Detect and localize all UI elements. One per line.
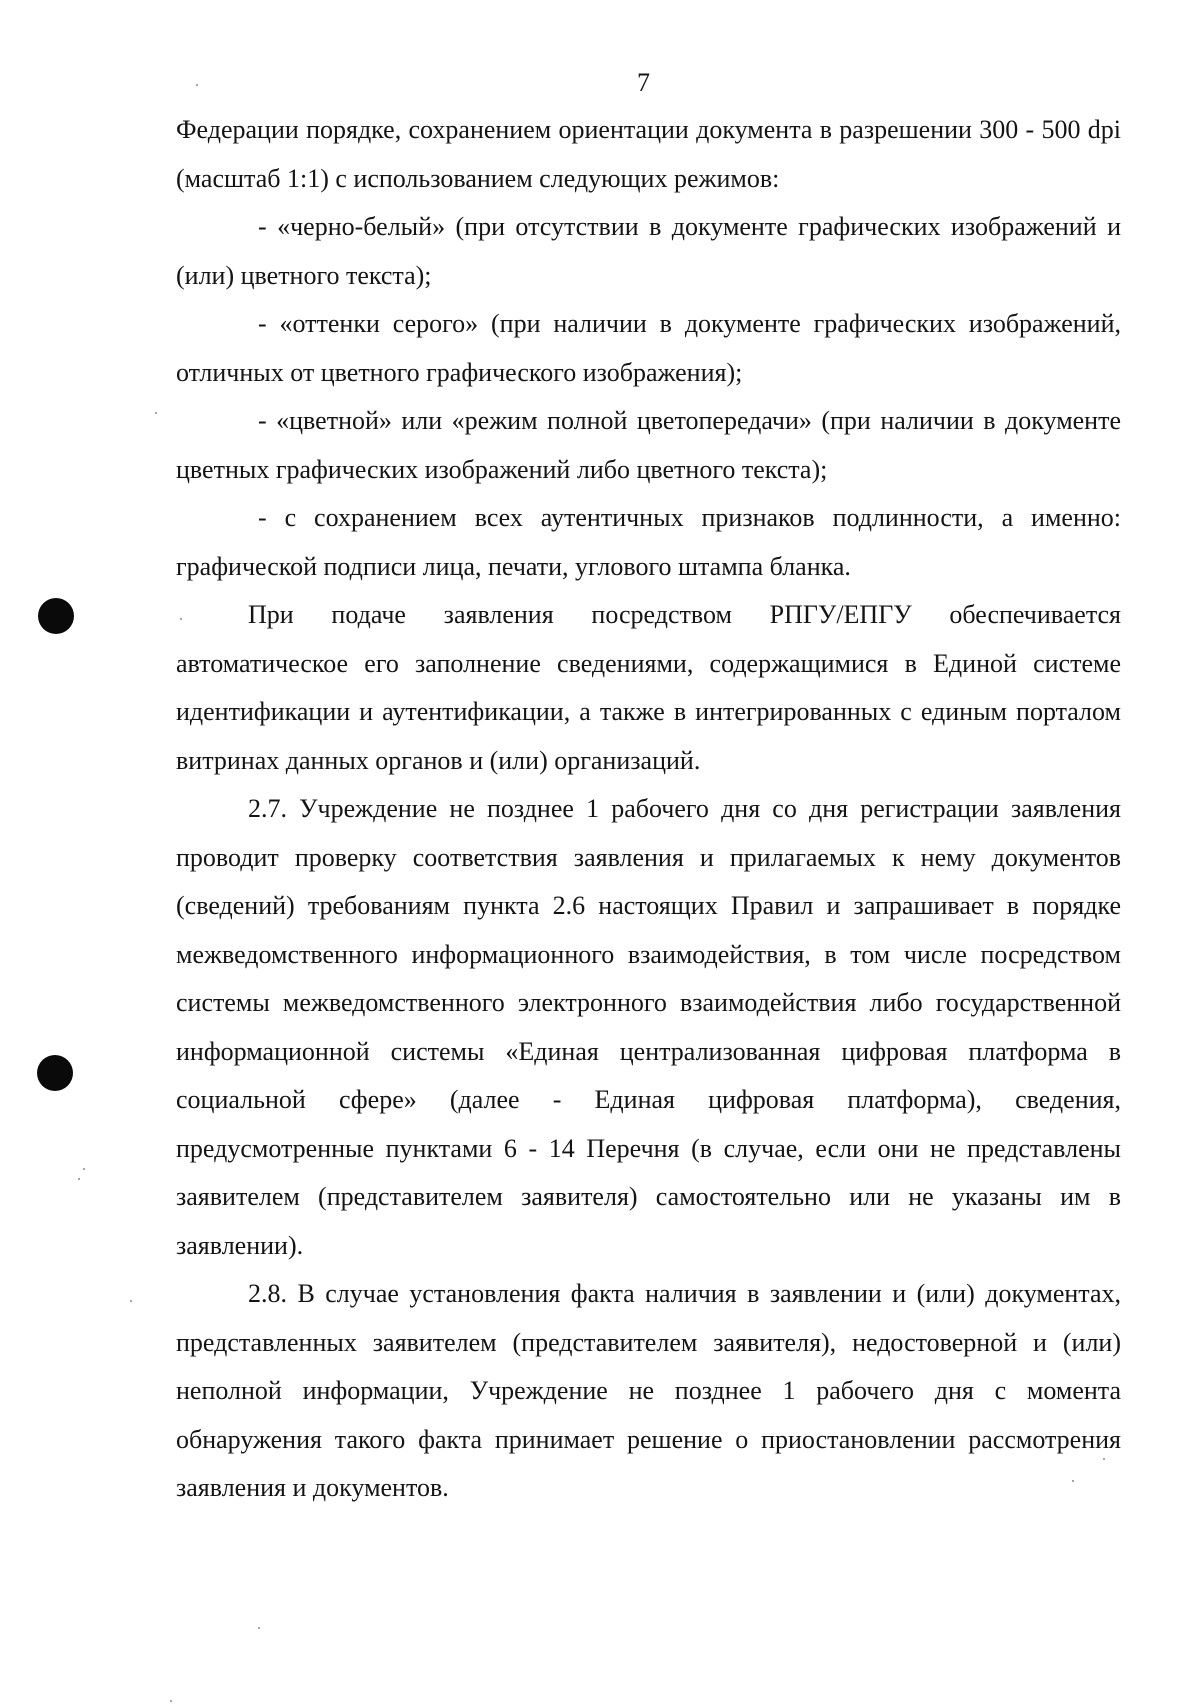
list-item-authenticity: - с сохранением всех аутентичных признаков подлинности, а именно: графической подписи лица, печати, углового штампа бланка.	[176, 503, 1121, 581]
paragraph-portal-submission: При подаче заявления посредством РПГУ/ЕПГУ обеспечивается автоматическое его заполнение сведениями, содержащимися в Единой системе идентификации и аутентификации, а также в интегрированных с единым порталом витринах данных органов и (или) организаций.	[176, 600, 1121, 775]
document-body	[176, 106, 1121, 1513]
paragraph-continuation: Федерации порядке, сохранением ориентации документа в разрешении 300 - 500 dpi (масштаб 1:1) с использованием следующих режимов:	[176, 115, 1121, 193]
scan-speck	[1072, 1480, 1074, 1482]
punch-hole-mark	[37, 1055, 73, 1091]
scan-speck	[170, 1700, 172, 1702]
scan-speck	[180, 618, 182, 620]
paragraph-section-2-7: 2.7. Учреждение не позднее 1 рабочего дня со дня регистрации заявления проводит проверку соответствия заявления и прилагаемых к нему документов (сведений) требованиям пункта 2.6 настоящих Правил и запрашивает в порядке межведомственного информационного взаимодействия, в том числе посредством системы межведомственного электронного взаимодействия либо государственной информационной системы «Единая централизованная цифровая платформа в социальной сфере» (далее - Единая цифровая платформа), сведения, предусмотренные пунктами 6 - 14 Перечня (в случае, если они не представлены заявителем (представителем заявителя) самостоятельно или не указаны им в заявлении).	[176, 794, 1121, 1260]
scan-speck	[130, 1300, 132, 1302]
list-item-grayscale: - «оттенки серого» (при наличии в документе графических изображений, отличных от цветного графического изображения);	[176, 309, 1121, 387]
scan-speck	[83, 1168, 85, 1170]
scan-speck	[1103, 1458, 1105, 1460]
scan-speck	[196, 84, 198, 86]
page-number: 7	[637, 68, 650, 97]
list-item-color: - «цветной» или «режим полной цветопередачи» (при наличии в документе цветных графических изображений либо цветного текста);	[176, 406, 1121, 484]
scan-speck	[78, 1178, 80, 1180]
paragraph-section-2-8: 2.8. В случае установления факта наличия в заявлении и (или) документах, представленных заявителем (представителем заявителя), недостоверной и (или) неполной информации, Учреждение не позднее 1 рабочего дня с момента обнаружения такого факта принимает решение о приостановлении рассмотрения заявления и документов.	[176, 1279, 1121, 1502]
list-item-black-white: - «черно-белый» (при отсутствии в документе графических изображений и (или) цветного текста);	[176, 212, 1121, 290]
scan-speck	[258, 1627, 260, 1629]
punch-hole-mark	[38, 598, 74, 634]
scan-speck	[155, 412, 157, 414]
